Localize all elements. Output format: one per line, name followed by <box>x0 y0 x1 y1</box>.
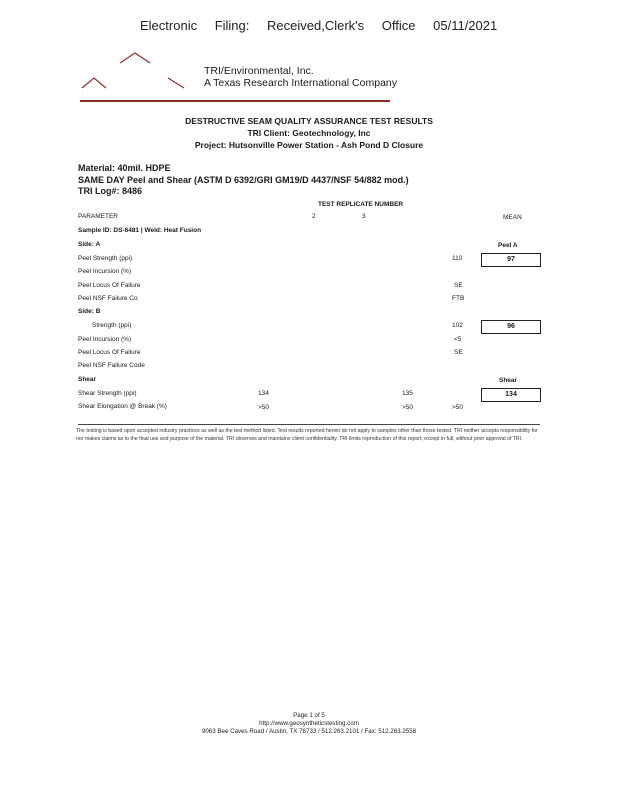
side-a-nsf-label: Peel NSF Failure Co <box>78 295 138 302</box>
stamp-received: Received,Clerk's <box>267 18 365 33</box>
stamp-office: Office <box>381 18 416 33</box>
side-b-locus-label: Peel Locus Of Failure <box>78 349 141 356</box>
side-b-incursion-label: Peel Incursion (%) <box>78 336 132 343</box>
side-b-strength-label: Strength (ppi) <box>92 322 132 329</box>
shear-label: Shear <box>78 376 97 383</box>
company-subtitle: A Texas Research International Company <box>204 77 397 89</box>
side-a-strength-value: 110 <box>452 255 463 262</box>
method-line: SAME DAY Peel and Shear (ASTM D 6392/GRI GM19/D 4437/NSF 54/882 mod.) <box>78 175 409 185</box>
disclaimer-rule <box>78 424 540 425</box>
stamp-filing: Filing: <box>214 18 250 33</box>
company-name: TRI/Environmental, Inc. <box>204 65 314 77</box>
report-title: DESTRUCTIVE SEAM QUALITY ASSURANCE TEST RESULTS <box>185 116 433 126</box>
side-b-incursion-value: <5 <box>454 336 462 343</box>
company-logo-icon <box>80 50 190 96</box>
sample-id: Sample ID: DS-6481 | Weld: Heat Fusion <box>78 227 202 234</box>
side-b-locus-value: SE <box>454 349 463 356</box>
side-a-locus-value: SE <box>454 282 463 289</box>
header-rule <box>80 100 390 102</box>
shear-elong-v2: >50 <box>402 404 414 411</box>
mean-header: MEAN <box>503 214 522 221</box>
material-line: Material: 40mil. HDPE <box>78 163 171 173</box>
side-a-locus-label: Peel Locus Of Failure <box>78 282 141 289</box>
side-a-label: Side: A <box>78 241 101 248</box>
side-b-label: Side: B <box>78 308 101 315</box>
footer-page: Page 1 of 5 <box>293 712 325 719</box>
shear-header: Shear <box>499 377 518 384</box>
replicate-col-2: 2 <box>312 213 316 220</box>
peel-a-header: Peel A <box>498 242 518 249</box>
shear-strength-mean: 134 <box>481 388 541 402</box>
filing-stamp <box>140 18 511 33</box>
disclaimer-text: The testing is based upon accepted industry practices as well as the test method listed. Test results reported herein do not apply to samples other than those tested. TRI neither accepts responsibility for nor makes claims as to the final use and purpose of the material. TRI observes and maintains client confidentiality. TRI limits reproduction of this report, except in full, without prior approval of TRI. <box>76 428 538 442</box>
stamp-date: 05/11/2021 <box>433 18 498 33</box>
side-a-strength-mean: 97 <box>481 253 541 267</box>
side-b-strength-value: 102 <box>452 322 463 329</box>
side-a-strength-label: Peel Strength (ppi) <box>78 255 133 262</box>
report-project: Project: Hutsonville Power Station - Ash Pond D Closure <box>194 140 424 150</box>
side-a-incursion-label: Peel Incursion (%) <box>78 268 132 275</box>
shear-elong-v3: >50 <box>452 404 464 411</box>
shear-strength-label: Shear Strength (ppi) <box>78 390 137 397</box>
stamp-electronic: Electronic <box>140 18 198 33</box>
log-line: TRI Log#: 8486 <box>78 186 143 196</box>
shear-elong-v1: >50 <box>258 404 270 411</box>
footer-address: 9063 Bee Caves Road / Austin, TX 78733 / 512.263.2101 / Fax: 512.263.2558 <box>201 728 417 735</box>
replicate-col-3: 3 <box>362 213 366 220</box>
shear-elong-label: Shear Elongation @ Break (%) <box>78 403 167 410</box>
shear-strength-v1: 134 <box>258 390 269 397</box>
side-b-strength-mean: 96 <box>481 320 541 334</box>
replicate-header: TEST REPLICATE NUMBER <box>318 201 404 208</box>
report-client: TRI Client: Geotechnology, Inc <box>247 128 371 138</box>
side-a-nsf-value: FTB <box>452 295 465 302</box>
side-b-nsf-label: Peel NSF Failure Code <box>78 362 145 369</box>
parameter-header: PARAMETER <box>78 213 118 220</box>
shear-strength-v2: 135 <box>402 390 413 397</box>
footer-url[interactable]: http://www.geosyntheticstesting.com <box>259 720 359 727</box>
